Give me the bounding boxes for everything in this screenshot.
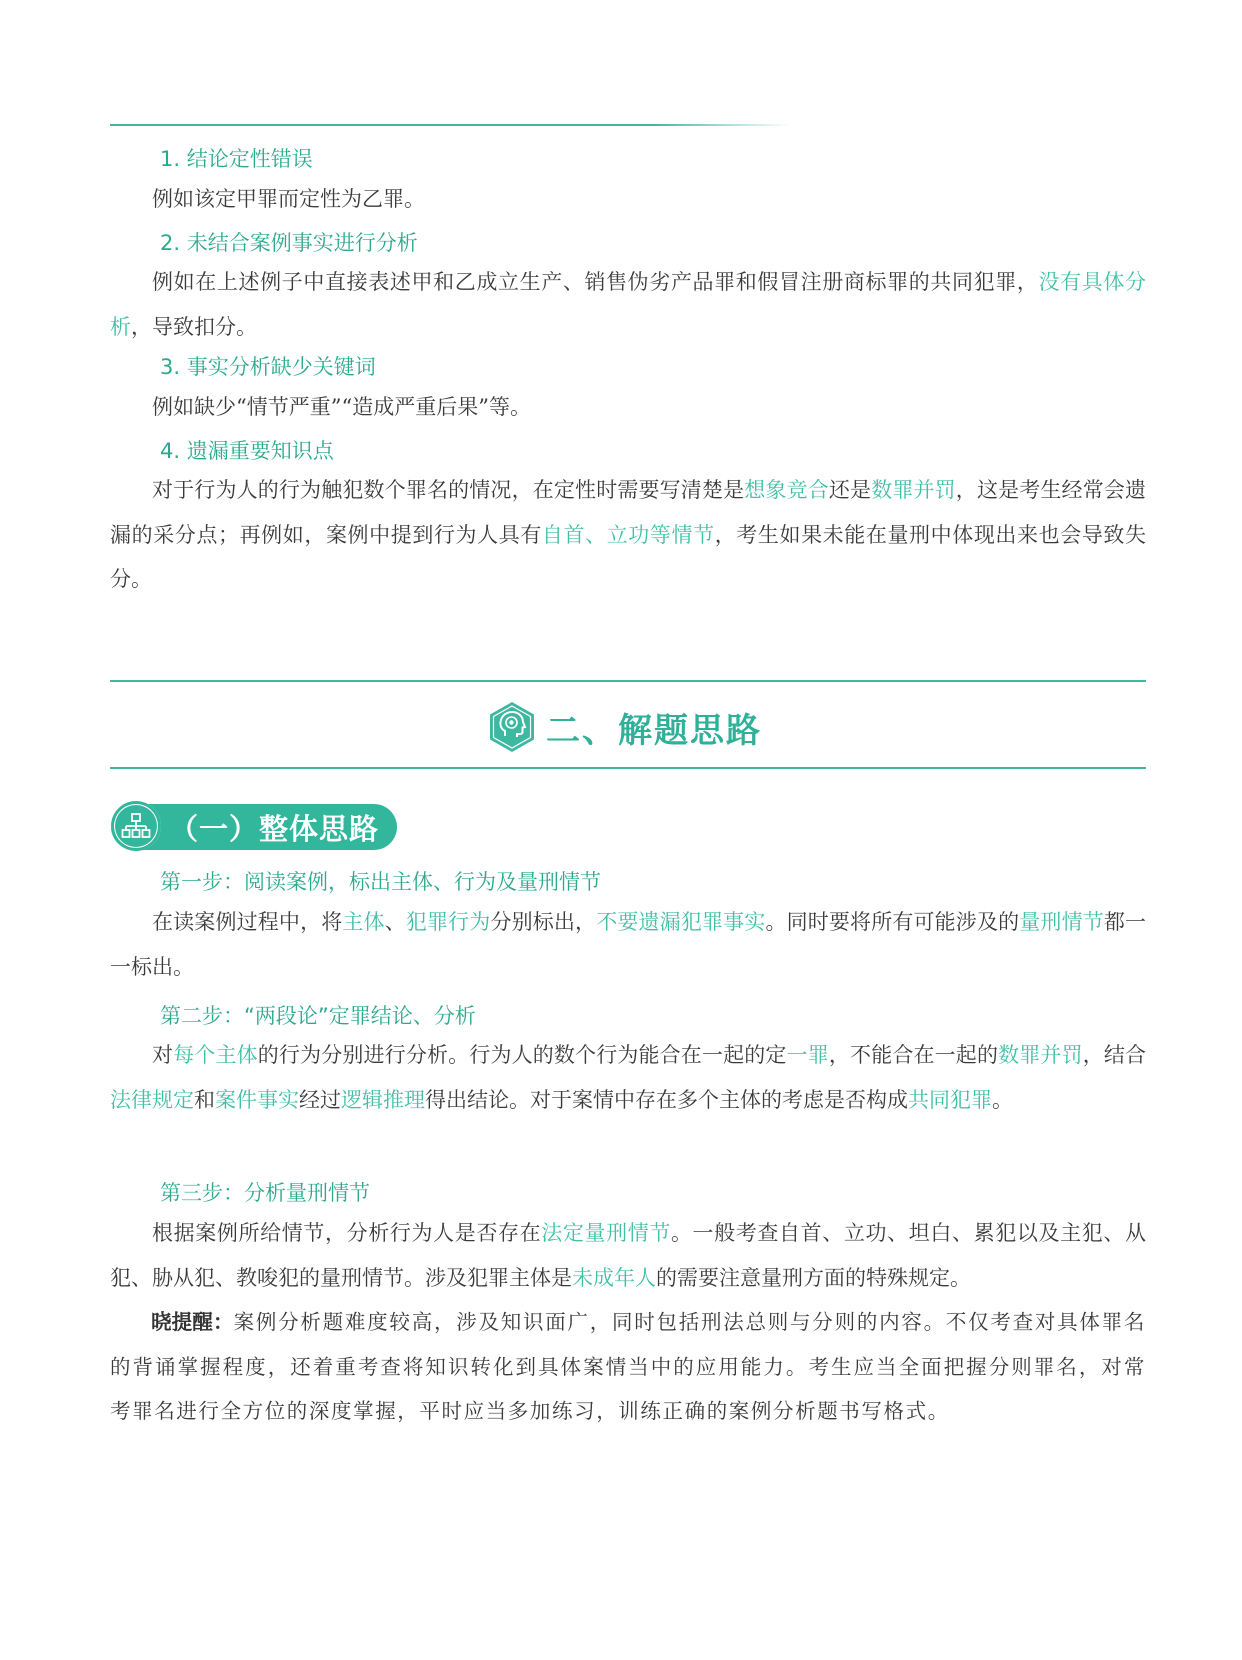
highlight: 数罪并罚 — [871, 478, 956, 502]
hierarchy-icon — [121, 812, 151, 840]
section-title — [488, 699, 762, 755]
error-2-title: 2. 未结合案例事实进行分析 — [160, 231, 418, 255]
pill-icon-badge — [111, 801, 161, 851]
error-4-body: 对于行为人的行为触犯数个罪名的情况，在定性时需要写清楚是想象竞合还是数罪并罚，这是考生经常会遗漏的采分点；再例如，案例中提到行为人具有自首、立功等情节，考生如果未能在量刑中体现出来也会导致失分。 — [110, 478, 1147, 591]
highlight: 一罪 — [786, 1043, 829, 1067]
step-1-title: 第一步：阅读案例，标出主体、行为及量刑情节 — [160, 870, 601, 894]
step-2-body: 对每个主体的行为分别进行分析。行为人的数个行为能合在一起的定一罪，不能合在一起的数罪并罚，结合法律规定和案件事实经过逻辑推理得出结论。对于案情中存在多个主体的考虑是否构成共同犯罪。 — [110, 1043, 1147, 1112]
error-4-title: 4. 遗漏重要知识点 — [160, 439, 334, 463]
step-3-body: 根据案例所给情节，分析行为人是否存在法定量刑情节。一般考查自首、立功、坦白、累犯以及主犯、从犯、胁从犯、教唆犯的量刑情节。涉及犯罪主体是未成年人的需要注意量刑方面的特殊规定。 — [110, 1221, 1147, 1290]
step-2-title: 第二步：“两段论”定罪结论、分析 — [160, 1004, 476, 1028]
section-title-text: 二、解题思路 — [546, 710, 762, 751]
highlight: 每个主体 — [173, 1043, 258, 1067]
error-1-title: 1. 结论定性错误 — [160, 147, 313, 171]
target-head-icon — [488, 701, 536, 753]
highlight: 没有具体分析 — [110, 270, 1147, 339]
highlight: 自首、立功等情节 — [541, 522, 715, 547]
error-1-body: 例如该定甲罪而定性为乙罪。 — [152, 187, 425, 211]
error-2-body: 例如在上述例子中直接表述甲和乙成立生产、销售伪劣产品罪和假冒注册商标罪的共同犯罪，没有具体分析，导致扣分。 — [110, 270, 1147, 339]
step-1-body: 在读案例过程中，将主体、犯罪行为分别标出，不要遗漏犯罪事实。同时要将所有可能涉及的量刑情节都一一标出。 — [110, 910, 1147, 979]
error-3-body: 例如缺少“情节严重”“造成严重后果”等。 — [152, 395, 531, 419]
highlight: 共同犯罪 — [908, 1087, 992, 1112]
error-3-title: 3. 事实分析缺少关键词 — [160, 355, 376, 379]
step-3-title: 第三步：分析量刑情节 — [160, 1181, 370, 1205]
reminder-note — [110, 1300, 1146, 1434]
highlight: 量刑情节 — [1019, 910, 1104, 934]
highlight: 犯罪行为 — [405, 910, 491, 934]
highlight: 案件事实 — [215, 1087, 299, 1112]
highlight: 法定量刑情节 — [541, 1221, 671, 1245]
highlight: 逻辑推理 — [341, 1087, 425, 1112]
highlight: 主体 — [342, 910, 385, 934]
subsection-pill — [111, 803, 397, 851]
highlight: 法律规定 — [110, 1087, 194, 1112]
highlight: 不要遗漏犯罪事实 — [596, 910, 766, 934]
top-divider — [110, 124, 790, 126]
reminder-label: 晓提醒： — [151, 1310, 234, 1334]
highlight: 未成年人 — [572, 1265, 656, 1290]
highlight: 想象竞合 — [744, 478, 829, 502]
section-rule-top — [110, 680, 1146, 682]
highlight: 数罪并罚 — [998, 1043, 1083, 1067]
subsection-title: （一）整体思路 — [111, 804, 397, 850]
section-rule-bottom — [110, 767, 1146, 769]
reminder-text: 案例分析题难度较高，涉及知识面广，同时包括刑法总则与分则的内容。不仅考查对具体罪名的背诵掌握程度，还着重考查将知识转化到具体案情当中的应用能力。考生应当全面把握分则罪名，对常考罪名进行全方位的深度掌握，平时应当多加练习，训练正确的案例分析题书写格式。 — [110, 1310, 1147, 1423]
